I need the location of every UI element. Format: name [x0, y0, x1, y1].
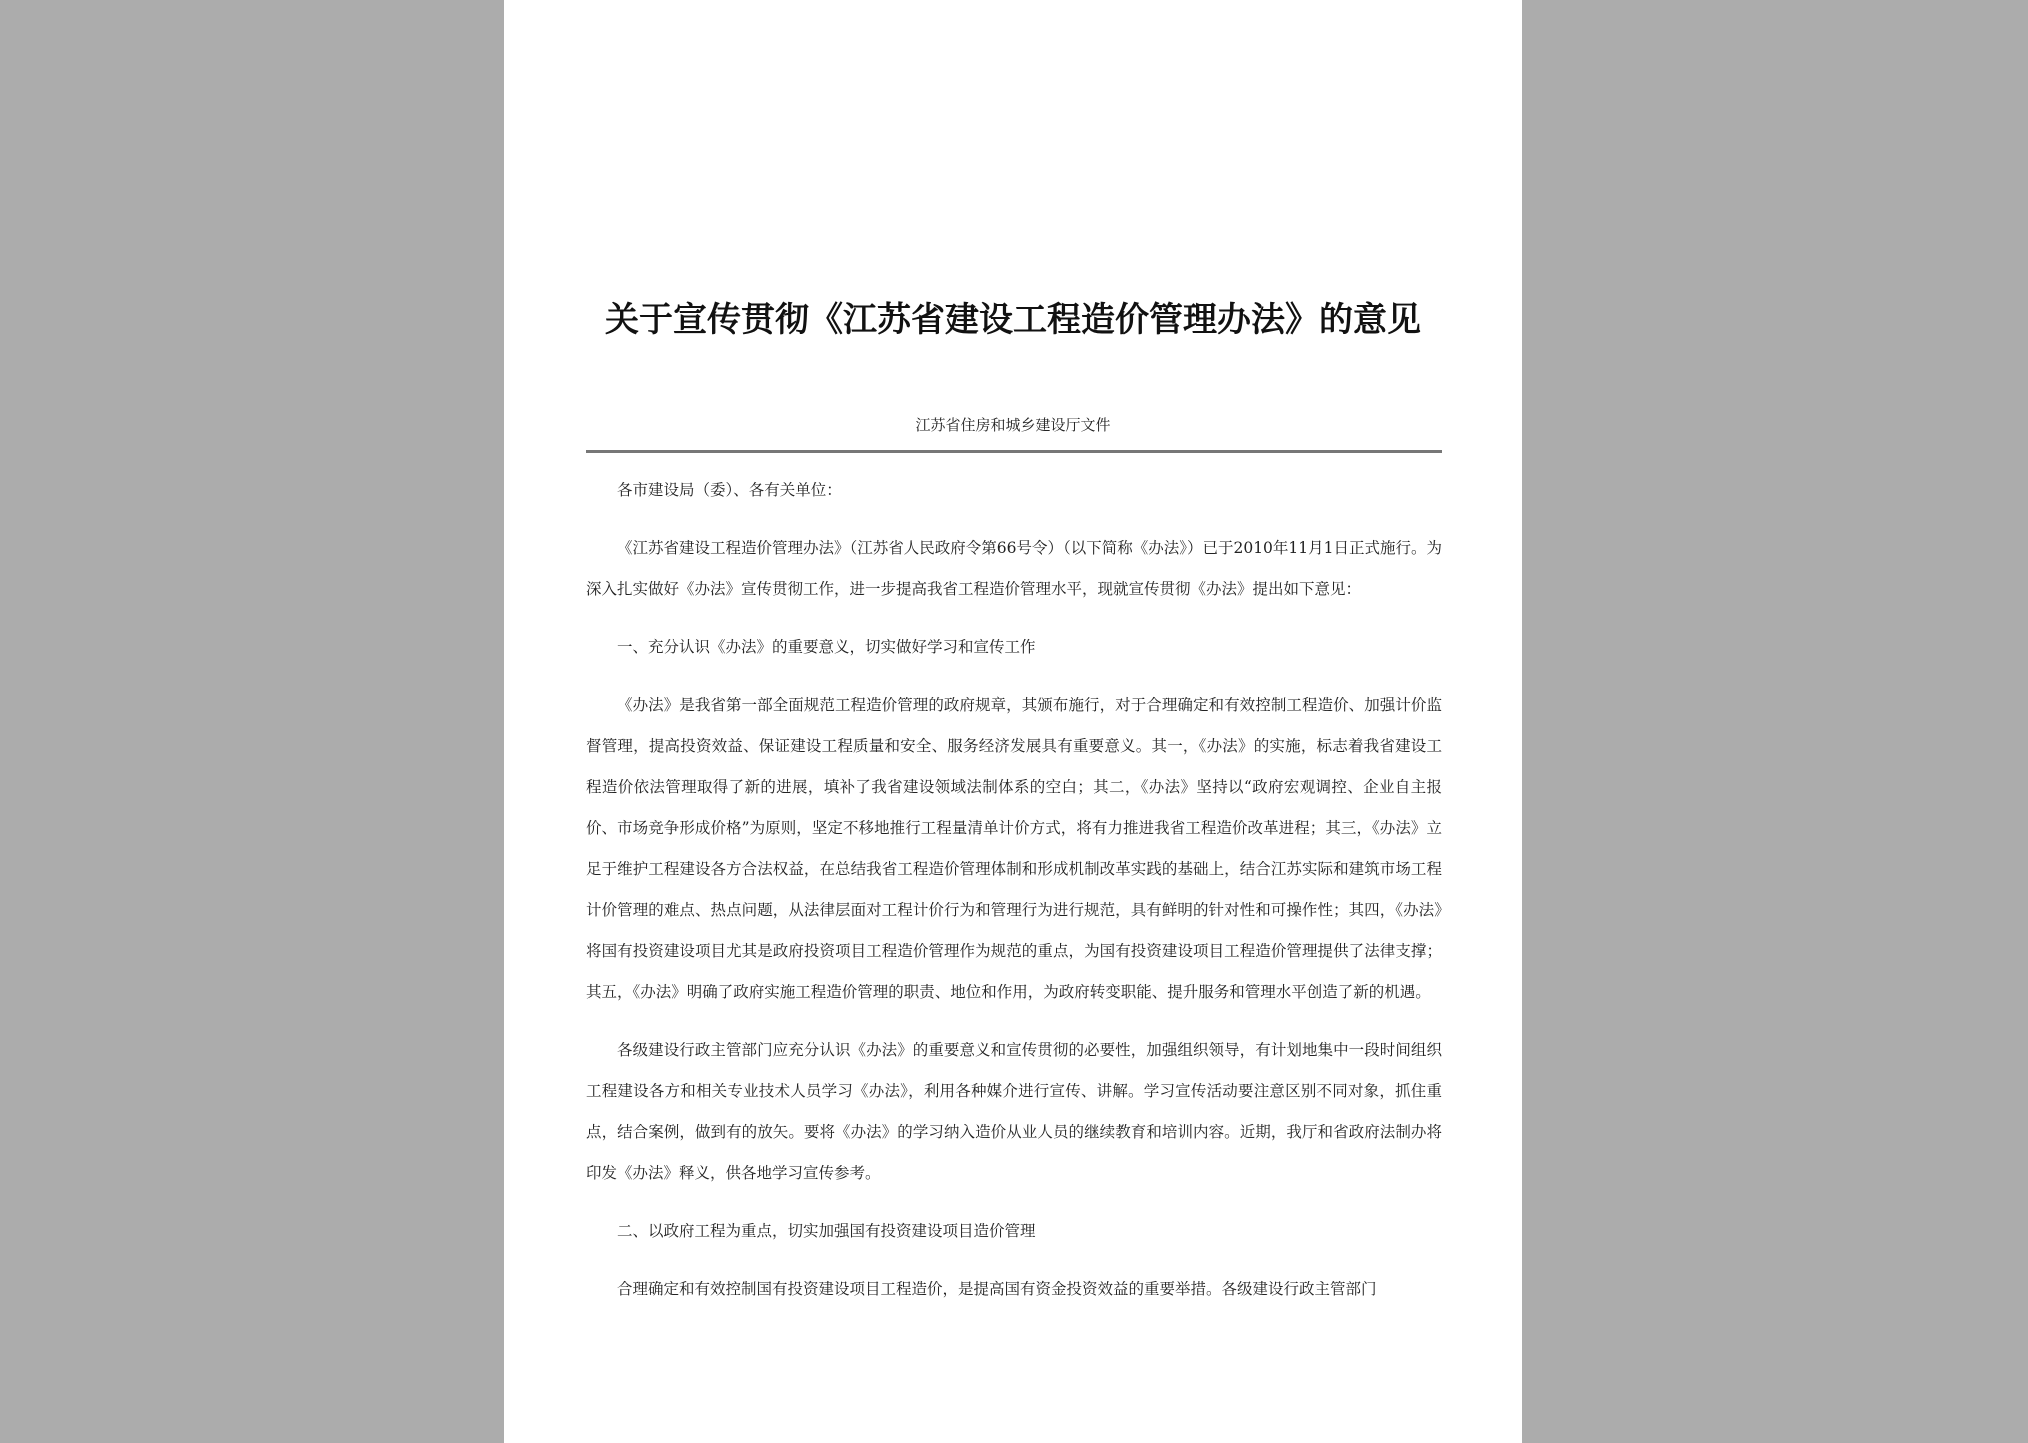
- paragraph-significance: 《办法》是我省第一部全面规范工程造价管理的政府规章，其颁布施行，对于合理确定和有效控制工程造价、加强计价监督管理，提高投资效益、保证建设工程质量和安全、服务经济发展具有重要意义。其一，《办法》的实施，标志着我省建设工程造价依法管理取得了新的进展，填补了我省建设领域法制体系的空白；其二，《办法》坚持以“政府宏观调控、企业自主报价、市场竞争形成价格”为原则，坚定不移地推行工程量清单计价方式，将有力推进我省工程造价改革进程；其三，《办法》立足于维护工程建设各方合法权益，在总结我省工程造价管理体制和形成机制改革实践的基础上，结合江苏实际和建筑市场工程计价管理的难点、热点问题，从法律层面对工程计价行为和管理行为进行规范，具有鲜明的针对性和可操作性；其四，《办法》将国有投资建设项目尤其是政府投资项目工程造价管理作为规范的重点，为国有投资建设项目工程造价管理提供了法律支撑；其五，《办法》明确了政府实施工程造价管理的职责、地位和作用，为政府转变职能、提升服务和管理水平创造了新的机遇。: [586, 696, 1442, 1001]
- section-heading-1: 一、充分认识《办法》的重要意义，切实做好学习和宣传工作: [617, 638, 1036, 656]
- paragraph-government-projects: 合理确定和有效控制国有投资建设项目工程造价，是提高国有资金投资效益的重要举措。各级建设行政主管部门: [617, 1280, 1377, 1298]
- header-divider: [586, 450, 1442, 453]
- document-page: [504, 0, 1522, 1443]
- section-heading-2: 二、以政府工程为重点，切实加强国有投资建设项目造价管理: [617, 1222, 1036, 1240]
- document-title: 关于宣传贯彻《江苏省建设工程造价管理办法》的意见: [605, 300, 1421, 340]
- document-body: [586, 470, 1442, 1327]
- issuer-line: 江苏省住房和城乡建设厅文件: [915, 416, 1111, 434]
- salutation: 各市建设局（委）、各有关单位：: [617, 481, 842, 499]
- paragraph-intro: 《江苏省建设工程造价管理办法》（江苏省人民政府令第66号令）（以下简称《办法》）已于2010年11月1日正式施行。为深入扎实做好《办法》宣传贯彻工作，进一步提高我省工程造价管理水平，现就宣传贯彻《办法》提出如下意见：: [586, 539, 1443, 598]
- paragraph-promotion: 各级建设行政主管部门应充分认识《办法》的重要意义和宣传贯彻的必要性，加强组织领导，有计划地集中一段时间组织工程建设各方和相关专业技术人员学习《办法》，利用各种媒介进行宣传、讲解。学习宣传活动要注意区别不同对象，抓住重点，结合案例，做到有的放矢。要将《办法》的学习纳入造价从业人员的继续教育和培训内容。近期，我厅和省政府法制办将印发《办法》释义，供各地学习宣传参考。: [586, 1041, 1442, 1182]
